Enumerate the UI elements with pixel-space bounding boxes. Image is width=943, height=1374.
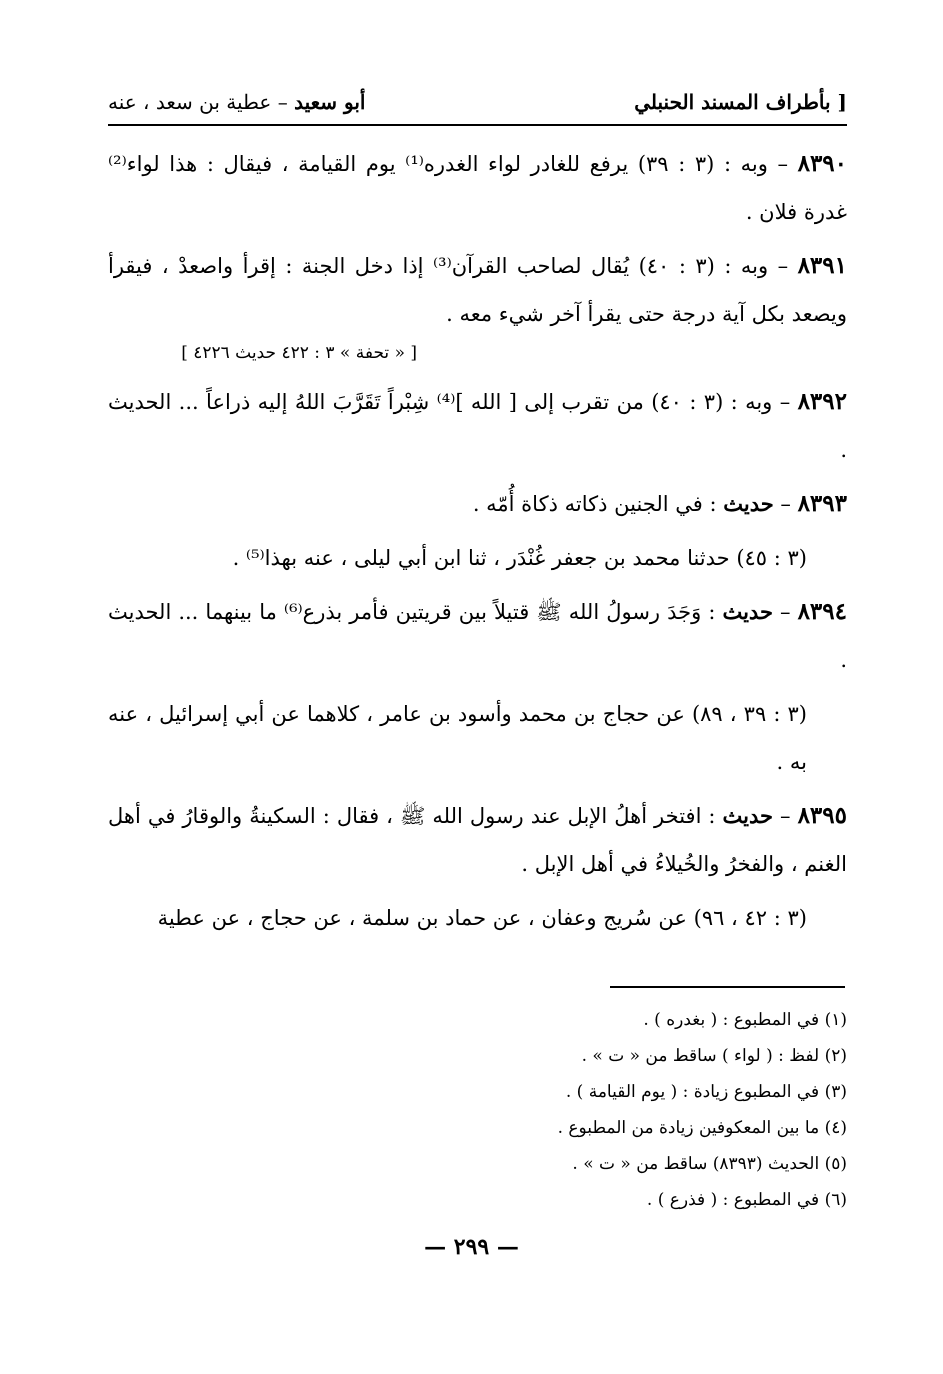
tuhfa-reference: [ « تحفة » ٣ : ٤٢٢ حديث ٤٢٢٦ ] bbox=[181, 343, 417, 363]
header-section-title bbox=[108, 90, 365, 114]
running-header bbox=[108, 84, 847, 126]
entry-number: ٨٣٩١ bbox=[797, 252, 847, 279]
footnote: (٥) الحديث (٨٣٩٣) ساقط من « ت » . bbox=[572, 1154, 847, 1174]
entry-text: : في الجنين ذكاته ذكاة أُمّه . bbox=[472, 492, 724, 516]
hadith-entry: ٨٣٩٣ – حديث : في الجنين ذكاته ذكاة أُمّه . bbox=[472, 490, 847, 517]
hadith-entry: ٨٣٩٥ – حديث : افتخر أهلُ الإبل عند رسول الله ﷺ ، فقال : السكينةُ والوقارُ في أهل الغنم ، والفخرُ والخُيلاءُ في أهل الإبل . bbox=[108, 802, 847, 876]
hadith-entry bbox=[108, 378, 847, 474]
entry-number: ٨٣٩٤ bbox=[797, 598, 847, 625]
hadith-entry: ٨٣٩٤ – حديث : وَجَدَ رسولُ الله ﷺ قتيلاً بين قريتين فأمر بذرع⁽⁶⁾ ما بينهما ... الحديث . bbox=[108, 598, 847, 672]
footnote-divider bbox=[610, 986, 845, 988]
entry-text: : افتخر أهلُ الإبل عند رسول الله ﷺ ، فقال : السكينةُ والوقارُ في أهل الغنم ، والفخرُ والخُيلاءُ في أهل الإبل . bbox=[108, 804, 847, 876]
isnad-line: (٣ : ٤٥) حدثنا محمد بن جعفر غُنْدَر ، ثنا ابن أبي ليلى ، عنه بهذا⁽⁵⁾ . bbox=[232, 546, 807, 570]
footnote: (١) في المطبوع : ( بغدره ) . bbox=[643, 1010, 847, 1030]
footnote: (٤) ما بين المعكوفين زيادة من المطبوع . bbox=[557, 1118, 847, 1138]
entry-text: – وبه : (٣ : ٤٠) من تقرب إلى [ الله ]⁽⁴⁾ شِبْراً تَقَرَّبَ اللهُ إليه ذراعاً ... الحديث . bbox=[108, 390, 847, 462]
entry-text: : وَجَدَ رسولُ الله ﷺ قتيلاً بين قريتين فأمر بذرع⁽⁶⁾ ما بينهما ... الحديث . bbox=[108, 600, 847, 672]
entry-number: ٨٣٩٣ bbox=[797, 490, 847, 517]
header-narrator-rest: – عطية بن سعد ، عنه bbox=[108, 90, 295, 114]
header-narrator: أبو سعيد bbox=[294, 90, 366, 114]
hadith-entry bbox=[108, 242, 847, 338]
entry-number: ٨٣٩٥ bbox=[797, 802, 847, 829]
hadith-entry bbox=[108, 140, 847, 236]
entry-keyword: حديث bbox=[722, 803, 774, 828]
entry-number: ٨٣٩٠ bbox=[797, 150, 848, 177]
entry-number: ٨٣٩٢ bbox=[797, 388, 847, 415]
header-book-title: بأطراف المسند الحنبلي ] bbox=[634, 90, 847, 114]
page-body bbox=[108, 140, 847, 948]
entry-keyword: حديث bbox=[722, 599, 773, 624]
footnote: (٦) في المطبوع : ( فذرع ) . bbox=[646, 1190, 847, 1210]
footnotes bbox=[558, 1002, 847, 1218]
isnad-line: (٣ : ٤٢ ، ٩٦) عن سُريج وعفان ، عن حماد بن سلمة ، عن حجاج ، عن عطية bbox=[157, 906, 807, 930]
entry-keyword: حديث bbox=[723, 491, 774, 516]
entry-text: – وبه : (٣ : ٤٠) يُقال لصاحب القرآن⁽³⁾ إذا دخل الجنة : إقرأ واصعدْ ، فيقرأ ويصعد بكل آية درجة حتى يقرأ آخر شيء معه . bbox=[108, 254, 847, 326]
page-number: — ٢٩٩ — bbox=[424, 1234, 519, 1260]
footnote: (٣) في المطبوع زيادة : ( يوم القيامة ) . bbox=[565, 1082, 847, 1102]
footnote: (٢) لفظ : ( لواء ) ساقط من « ت » . bbox=[581, 1046, 847, 1066]
isnad-line: (٣ : ٣٩ ، ٨٩) عن حجاج بن محمد وأسود بن عامر ، كلاهما عن أبي إسرائيل ، عنه به . bbox=[108, 702, 807, 774]
entry-text: – وبه : (٣ : ٣٩) يرفع للغادر لواء الغدره⁽¹⁾ يوم القيامة ، فيقال : هذا لواء⁽²⁾ غدرة فلان . bbox=[108, 152, 847, 224]
